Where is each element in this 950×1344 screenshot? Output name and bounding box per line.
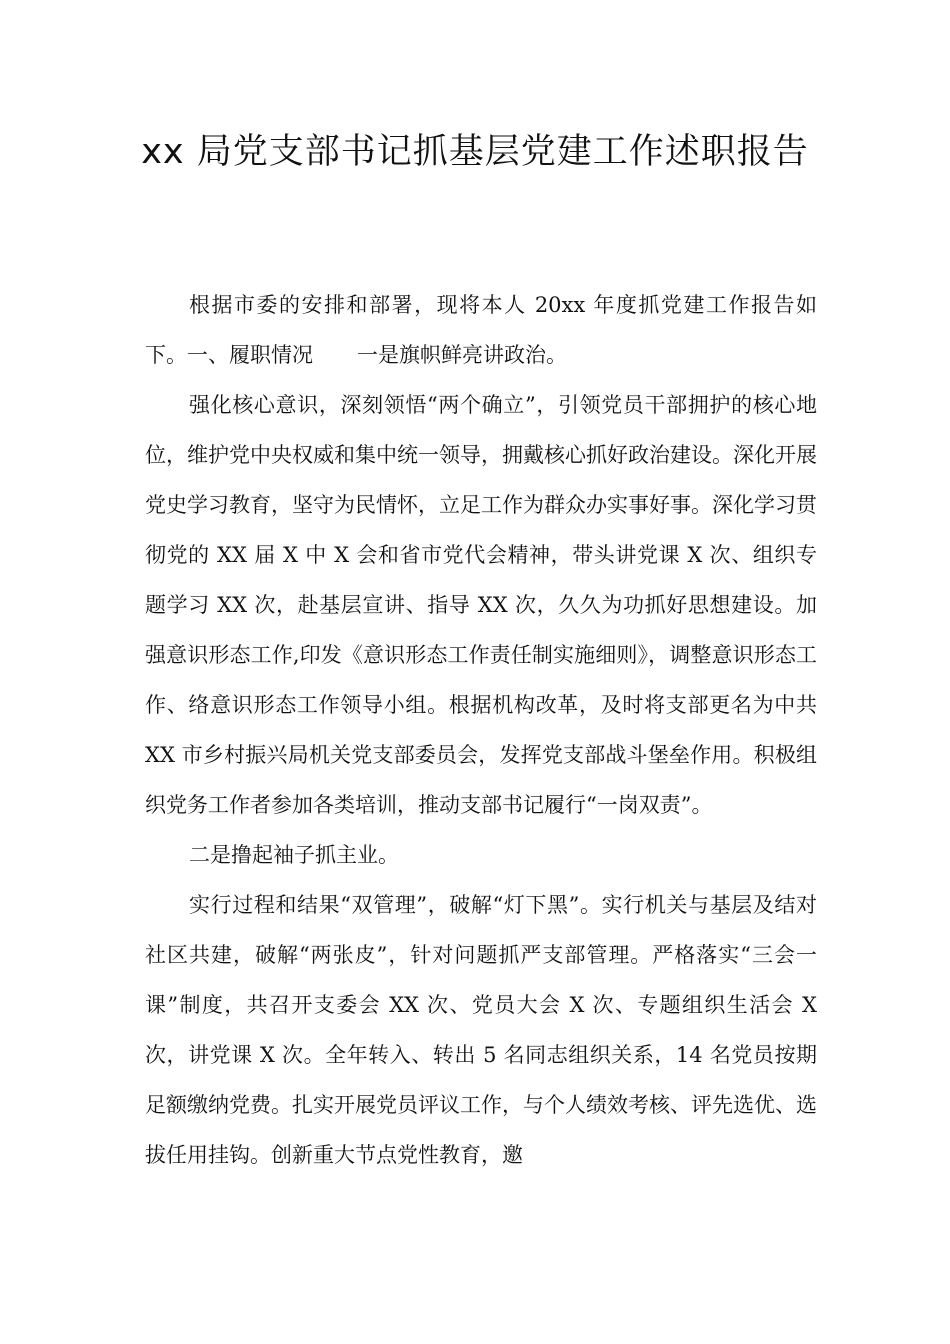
paragraph-political: 强化核心意识，深刻领悟“两个确立”，引领党员干部拥护的核心地位，维护党中央权威和集中统一领导，拥戴核心抓好政治建设。深化开展党史学习教育，坚守为民情怀，立足工作为群众办实事好事。深化学习贯彻党的 XX 届 X 中 X 会和省市党代会精神，带头讲党课 X 次、组织专题学习 XX 次，赴基层宣讲、指导 XX 次，久久为功抓好思想建设。加强意识形态工作,印发《意识形态工作责任制实施细则》，调整意识形态工作、络意识形态工作领导小组。根据机构改革，及时将支部更名为中共 XX 市乡村振兴局机关党支部委员会，发挥党支部战斗堡垒作用。积极组织党务工作者参加各类培训，推动支部书记履行“一岗双责”。 (145, 393, 817, 817)
intro-text: 根据市委的安排和部署，现将本人 20xx 年度抓党建工作报告如下。一、履职情况 (145, 293, 817, 367)
paragraph-management: 实行过程和结果“双管理”，破解“灯下黑”。实行机关与基层及结对社区共建，破解“两张皮”，针对问题抓严支部管理。严格落实“三会一课”制度，共召开支委会 XX 次、党员大会 X 次、专题组织生活会 X 次，讲党课 X 次。全年转入、转出 5 名同志组织关系，14 名党员按期足额缴纳党费。扎实开展党员评议工作，与个人绩效考核、评先选优、选拔任用挂钩。创新重大节点党性教育，邀 (145, 893, 817, 1167)
paragraph-intro (145, 280, 817, 380)
first-point-heading: 一是旗帜鲜亮讲政治。 (357, 343, 567, 367)
paragraph-second-point-heading: 二是撸起袖子抓主业。 (189, 843, 399, 867)
document-body (145, 280, 817, 1180)
document-title: xx 局党支部书记抓基层党建工作述职报告 (141, 132, 809, 172)
